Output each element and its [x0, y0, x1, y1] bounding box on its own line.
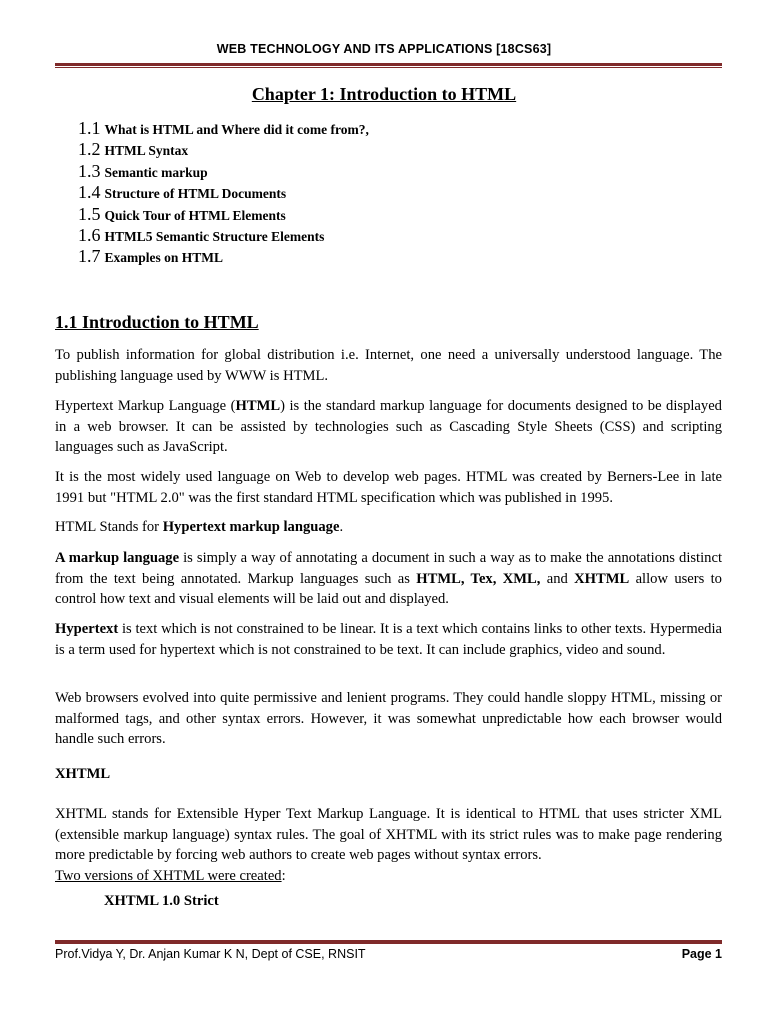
toc-item: 1.6 HTML5 Semantic Structure Elements	[78, 224, 325, 245]
toc-item: 1.7 Examples on HTML	[78, 246, 224, 267]
toc-item: 1.4 Structure of HTML Documents	[78, 182, 287, 203]
paragraph-xhtml: XHTML stands for Extensible Hyper Text Markup Language. It is identical to HTML that uses stricter XML (extensible markup language) syntax rules. The goal of XHTML with its strict rules was to make page rendering more predictable by forcing web authors to create web pages without syntax errors. Two versions of XHTML were created:	[55, 806, 722, 884]
chapter-title: Chapter 1: Introduction to HTML	[251, 84, 517, 104]
page-number: Page 1	[681, 947, 722, 961]
toc-item: 1.2 HTML Syntax	[78, 139, 189, 160]
paragraph-hypertext-markup: Hypertext Markup Language (HTML) is the standard markup language for documents designed to be displayed in a web browser. It can be assisted by technologies such as Cascading Style Sheets (CSS) and scripting languages such as JavaScript.	[55, 398, 722, 455]
running-header: WEB TECHNOLOGY AND ITS APPLICATIONS [18CS63]	[216, 42, 552, 56]
section-heading: 1.1 Introduction to HTML	[55, 312, 259, 332]
footer-authors: Prof.Vidya Y, Dr. Anjan Kumar K N, Dept of CSE, RNSIT	[55, 947, 366, 961]
running-footer	[55, 947, 722, 961]
paragraph-publish: To publish information for global distribution i.e. Internet, one need a universally understood language. The publishing language used by WWW is HTML.	[55, 347, 722, 384]
paragraph-history: It is the most widely used language on Web to develop web pages. HTML was created by Berners-Lee in late 1991 but "HTML 2.0" was the first standard HTML specification which was published in 1995.	[55, 469, 722, 506]
paragraph-browsers: Web browsers evolved into quite permissive and lenient programs. They could handle sloppy HTML, missing or malformed tags, and other syntax errors. However, it was somewhat unpredictable how each browser would handle such errors.	[55, 690, 722, 747]
paragraph-markup-language: A markup language is simply a way of annotating a document in such a way as to make the annotations distinct from the text being annotated. Markup languages such as HTML, Tex, XML, and XHTML allow users to control how text and visual elements will be laid out and displayed.	[55, 550, 722, 607]
xhtml-heading: XHTML	[55, 766, 111, 782]
toc-item: 1.3 Semantic markup	[78, 160, 208, 181]
table-of-contents	[78, 118, 369, 268]
footer-rule	[55, 939, 722, 944]
paragraph-hypertext: Hypertext is text which is not constrained to be linear. It is a text which contains links to other texts. Hypermedia is a term used for hypertext which is not constrained to be text. It can include graphics, video and sound.	[55, 621, 722, 658]
xhtml-strict-heading: XHTML 1.0 Strict	[104, 893, 219, 909]
toc-item: 1.1 What is HTML and Where did it come from?,	[78, 118, 369, 138]
header-rule	[55, 63, 722, 68]
paragraph-html-stands-for: HTML Stands for Hypertext markup language.	[55, 519, 344, 535]
toc-item: 1.5 Quick Tour of HTML Elements	[78, 203, 286, 224]
